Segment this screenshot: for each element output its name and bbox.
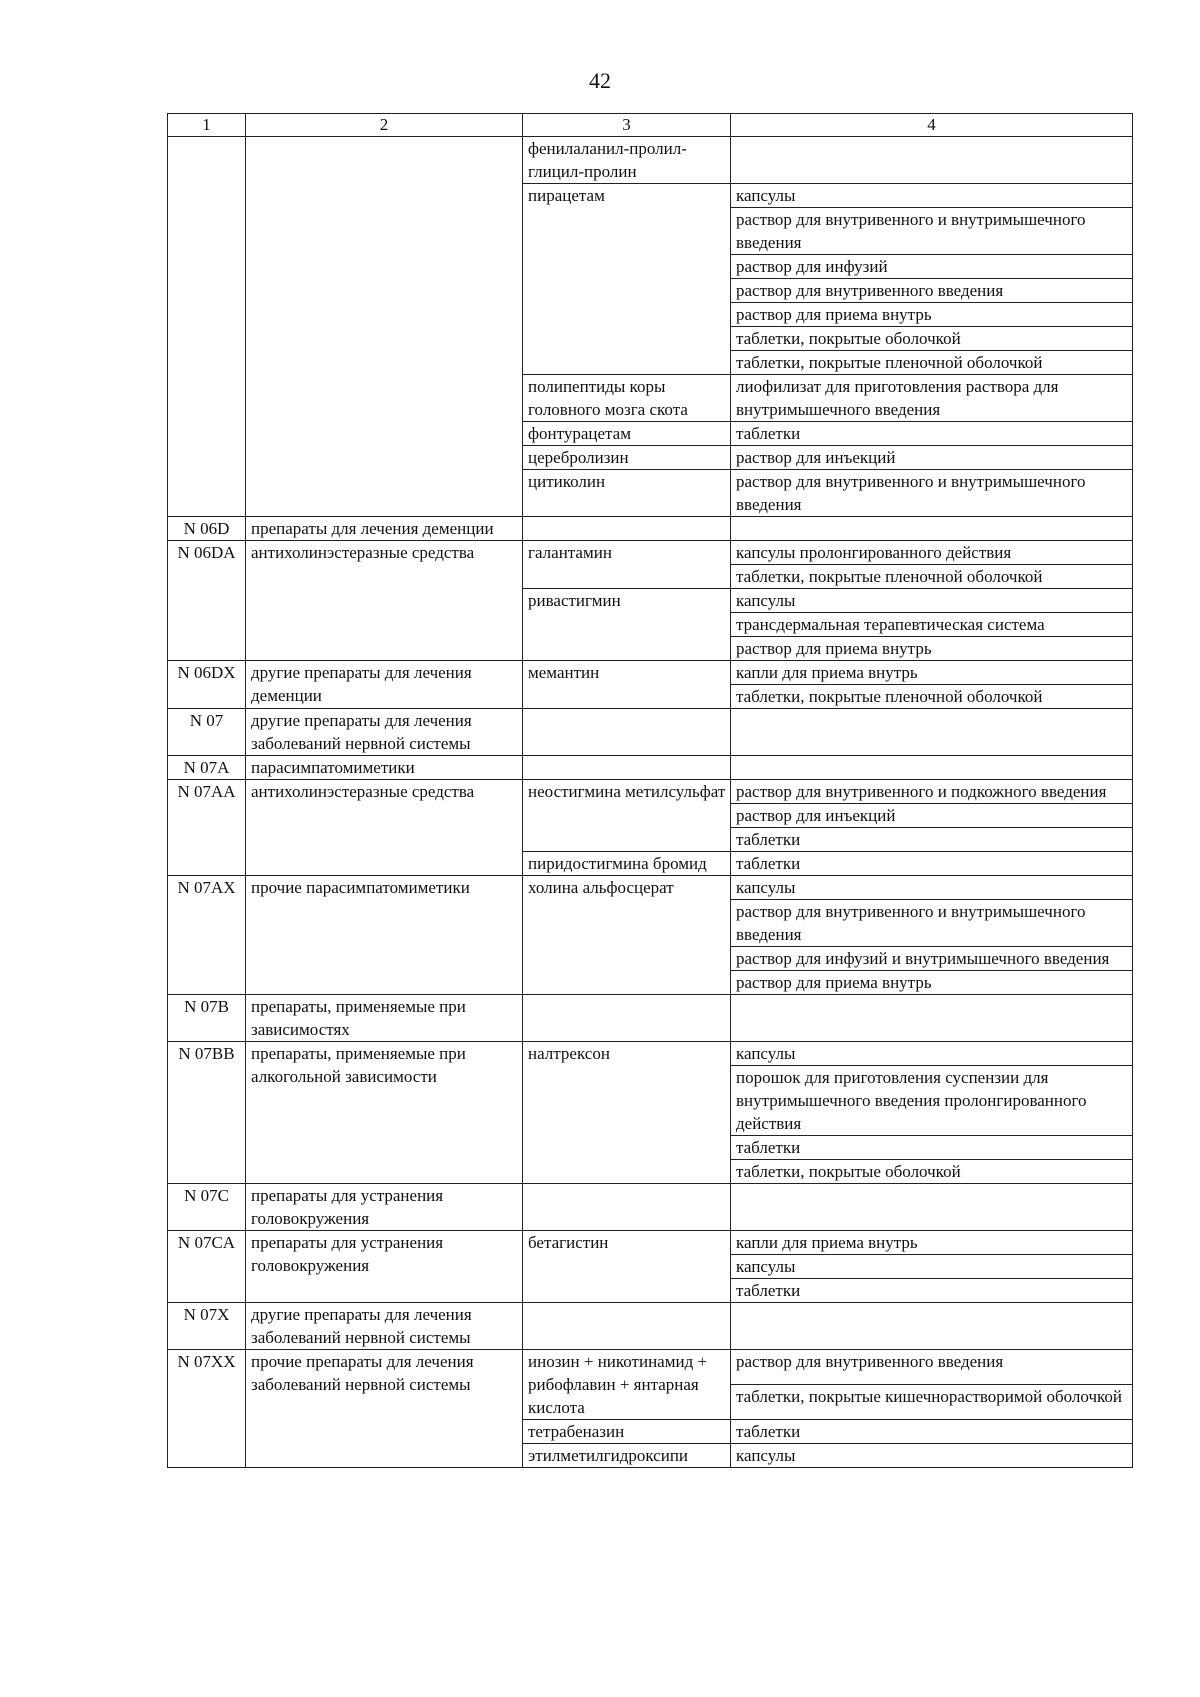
dosage-form-cell: раствор для инфузий и внутримышечного введения [731, 947, 1133, 971]
dosage-form-cell: раствор для приема внутрь [731, 303, 1133, 327]
table-row [168, 709, 1133, 756]
dosage-form-cell: таблетки, покрытые пленочной оболочкой [731, 685, 1133, 709]
table-header-row [168, 114, 1133, 137]
dosage-form-cell: таблетки [731, 422, 1133, 446]
dosage-form-cell: капли для приема внутрь [731, 661, 1133, 685]
dosage-form-cell: раствор для внутривенного введения [731, 1350, 1133, 1385]
drug-name-cell: тетрабеназин [523, 1420, 731, 1444]
column-header: 1 [168, 114, 246, 137]
atc-code-cell [168, 137, 246, 517]
dosage-form-cell: раствор для внутривенного и внутримышечного введения [731, 900, 1133, 947]
drug-list-table [167, 113, 1133, 1468]
dosage-form-cell: таблетки, покрытые кишечнорастворимой оболочкой [731, 1385, 1133, 1420]
dosage-form-cell [731, 756, 1133, 780]
atc-code-cell: N 07CA [168, 1231, 246, 1303]
drug-name-cell: неостигмина метилсульфат [523, 780, 731, 852]
dosage-form-cell: капсулы [731, 1444, 1133, 1468]
dosage-form-cell: таблетки, покрытые оболочкой [731, 1160, 1133, 1184]
dosage-form-cell: капсулы пролонгированного действия [731, 541, 1133, 565]
dosage-form-cell: раствор для внутривенного введения [731, 279, 1133, 303]
dosage-form-cell [731, 137, 1133, 184]
atc-group-cell: прочие препараты для лечения заболеваний нервной системы [246, 1350, 523, 1468]
drug-name-cell: инозин + никотинамид + рибофлавин + янтарная кислота [523, 1350, 731, 1420]
dosage-form-cell: капсулы [731, 1255, 1133, 1279]
dosage-form-cell: таблетки [731, 828, 1133, 852]
atc-group-cell: препараты для устранения головокружения [246, 1231, 523, 1303]
drug-name-cell: галантамин [523, 541, 731, 589]
drug-name-cell [523, 756, 731, 780]
table-row [168, 876, 1133, 900]
atc-group-cell: другие препараты для лечения заболеваний нервной системы [246, 1303, 523, 1350]
table-row [168, 995, 1133, 1042]
dosage-form-cell: трансдермальная терапевтическая система [731, 613, 1133, 637]
table-row [168, 780, 1133, 804]
atc-code-cell: N 06D [168, 517, 246, 541]
drug-name-cell: фенилаланил-пролил-глицил-пролин [523, 137, 731, 184]
atc-code-cell: N 07 [168, 709, 246, 756]
table-row [168, 1184, 1133, 1231]
atc-group-cell: другие препараты для лечения заболеваний нервной системы [246, 709, 523, 756]
drug-name-cell: цитиколин [523, 470, 731, 517]
atc-group-cell [246, 137, 523, 517]
atc-group-cell: парасимпатомиметики [246, 756, 523, 780]
table-row [168, 541, 1133, 565]
atc-group-cell: препараты для лечения деменции [246, 517, 523, 541]
dosage-form-cell: раствор для инъекций [731, 446, 1133, 470]
dosage-form-cell: таблетки [731, 1136, 1133, 1160]
table-row [168, 1042, 1133, 1066]
atc-code-cell: N 07BB [168, 1042, 246, 1184]
drug-name-cell: бетагистин [523, 1231, 731, 1303]
page-number: 42 [589, 68, 611, 93]
table-row [168, 1231, 1133, 1255]
dosage-form-cell: капсулы [731, 1042, 1133, 1066]
atc-code-cell: N 07X [168, 1303, 246, 1350]
column-header: 4 [731, 114, 1133, 137]
dosage-form-cell [731, 709, 1133, 756]
dosage-form-cell: раствор для инфузий [731, 255, 1133, 279]
drug-name-cell: налтрексон [523, 1042, 731, 1184]
table-row [168, 1350, 1133, 1385]
atc-group-cell: антихолинэстеразные средства [246, 541, 523, 661]
atc-code-cell: N 07AX [168, 876, 246, 995]
dosage-form-cell: таблетки, покрытые пленочной оболочкой [731, 351, 1133, 375]
dosage-form-cell: капсулы [731, 184, 1133, 208]
atc-group-cell: препараты, применяемые при зависимостях [246, 995, 523, 1042]
dosage-form-cell: раствор для приема внутрь [731, 637, 1133, 661]
atc-code-cell: N 06DX [168, 661, 246, 709]
dosage-form-cell: раствор для внутривенного и подкожного введения [731, 780, 1133, 804]
column-header: 2 [246, 114, 523, 137]
dosage-form-cell [731, 1303, 1133, 1350]
drug-name-cell [523, 995, 731, 1042]
table-row [168, 661, 1133, 685]
atc-group-cell: антихолинэстеразные средства [246, 780, 523, 876]
dosage-form-cell [731, 995, 1133, 1042]
atc-code-cell: N 06DA [168, 541, 246, 661]
dosage-form-cell: порошок для приготовления суспензии для внутримышечного введения пролонгированного действия [731, 1066, 1133, 1136]
atc-code-cell: N 07A [168, 756, 246, 780]
dosage-form-cell: лиофилизат для приготовления раствора для внутримышечного введения [731, 375, 1133, 422]
drug-name-cell: пиридостигмина бромид [523, 852, 731, 876]
dosage-form-cell: раствор для инъекций [731, 804, 1133, 828]
drug-name-cell: фонтурацетам [523, 422, 731, 446]
atc-group-cell: другие препараты для лечения деменции [246, 661, 523, 709]
atc-code-cell: N 07XX [168, 1350, 246, 1468]
dosage-form-cell: таблетки [731, 1420, 1133, 1444]
atc-group-cell: препараты, применяемые при алкогольной зависимости [246, 1042, 523, 1184]
drug-name-cell: холина альфосцерат [523, 876, 731, 995]
drug-name-cell [523, 1184, 731, 1231]
dosage-form-cell: капсулы [731, 876, 1133, 900]
table-row [168, 517, 1133, 541]
dosage-form-cell [731, 517, 1133, 541]
atc-code-cell: N 07B [168, 995, 246, 1042]
drug-name-cell: ривастигмин [523, 589, 731, 661]
dosage-form-cell: раствор для внутривенного и внутримышечного введения [731, 208, 1133, 255]
column-header: 3 [523, 114, 731, 137]
dosage-form-cell: таблетки, покрытые пленочной оболочкой [731, 565, 1133, 589]
drug-name-cell: мемантин [523, 661, 731, 709]
dosage-form-cell: таблетки [731, 1279, 1133, 1303]
atc-code-cell: N 07AA [168, 780, 246, 876]
dosage-form-cell: раствор для приема внутрь [731, 971, 1133, 995]
drug-name-cell: этилметилгидроксипи [523, 1444, 731, 1468]
drug-name-cell: церебролизин [523, 446, 731, 470]
drug-name-cell [523, 1303, 731, 1350]
table-row [168, 1303, 1133, 1350]
table-row [168, 756, 1133, 780]
atc-code-cell: N 07C [168, 1184, 246, 1231]
dosage-form-cell: таблетки, покрытые оболочкой [731, 327, 1133, 351]
dosage-form-cell: капсулы [731, 589, 1133, 613]
dosage-form-cell: раствор для внутривенного и внутримышечного введения [731, 470, 1133, 517]
drug-name-cell [523, 517, 731, 541]
table-row [168, 137, 1133, 184]
drug-name-cell [523, 709, 731, 756]
drug-name-cell: полипептиды коры головного мозга скота [523, 375, 731, 422]
dosage-form-cell: таблетки [731, 852, 1133, 876]
dosage-form-cell [731, 1184, 1133, 1231]
atc-group-cell: прочие парасимпатомиметики [246, 876, 523, 995]
drug-name-cell: пирацетам [523, 184, 731, 375]
atc-group-cell: препараты для устранения головокружения [246, 1184, 523, 1231]
dosage-form-cell: капли для приема внутрь [731, 1231, 1133, 1255]
